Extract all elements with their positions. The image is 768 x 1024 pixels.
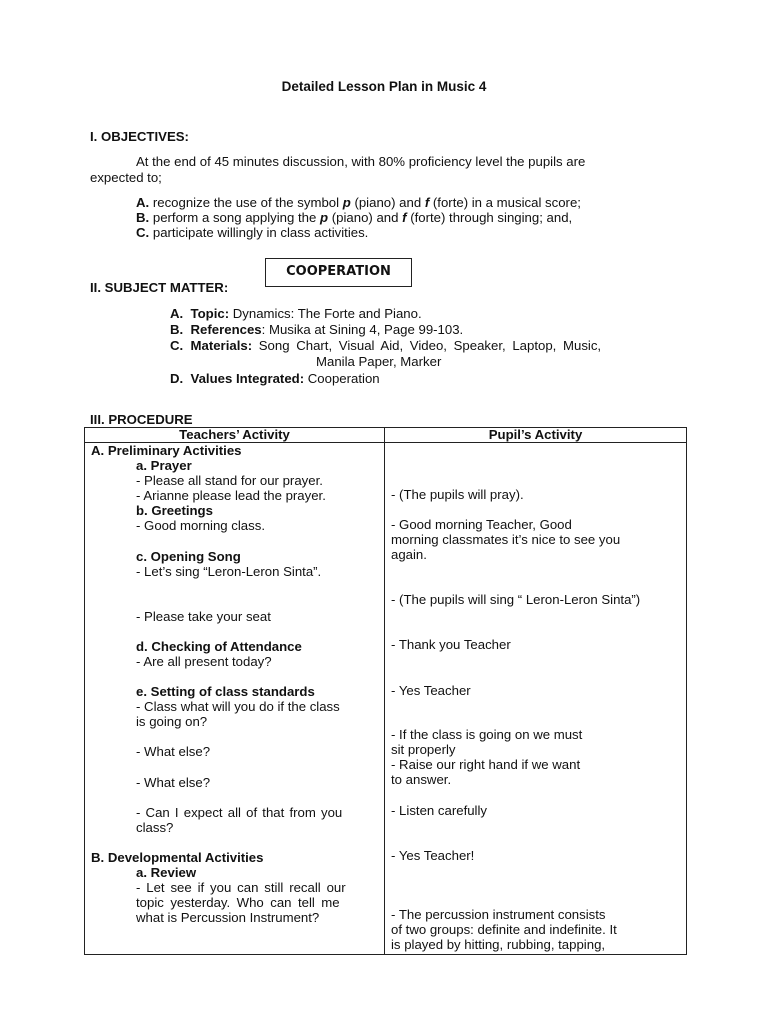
pupil-line: - If the class is going on we must xyxy=(391,727,583,742)
procedure-table xyxy=(84,427,687,955)
pupil-line: of two groups: definite and indefinite. It xyxy=(391,922,617,937)
teacher-line: - What else? xyxy=(136,775,211,790)
pupil-line: to answer. xyxy=(391,772,452,787)
pupil-line: sit properly xyxy=(391,742,456,757)
teacher-line: topic yesterday. Who can tell me xyxy=(136,895,340,910)
objective-item-b: B. perform a song applying the p (piano) and f (forte) through singing; and, xyxy=(136,210,573,225)
review-heading: a. Review xyxy=(136,865,197,880)
objective-item-c: C. participate willingly in class activities. xyxy=(136,225,369,240)
objectives-intro-line1: At the end of 45 minutes discussion, with 80% proficiency level the pupils are xyxy=(136,154,586,169)
teacher-line: - What else? xyxy=(136,744,211,759)
document-title: Detailed Lesson Plan in Music 4 xyxy=(281,79,487,94)
preliminary-heading: A. Preliminary Activities xyxy=(91,443,242,458)
pupil-line: - The percussion instrument consists xyxy=(391,907,606,922)
teacher-line: - Class what will you do if the class xyxy=(136,699,340,714)
teacher-line: - Let see if you can still recall our xyxy=(136,880,346,895)
subject-item-materials: C. Materials: Song Chart, Visual Aid, Video, Speaker, Laptop, Music, xyxy=(170,338,602,353)
pupil-line: - Thank you Teacher xyxy=(391,637,511,652)
procedure-heading: III. PROCEDURE xyxy=(90,412,193,427)
column-header-teacher: Teachers’ Activity xyxy=(85,428,385,443)
value-box: COOPERATION xyxy=(265,258,412,287)
pupil-line: - Good morning Teacher, Good xyxy=(391,517,572,532)
objectives-heading: I. OBJECTIVES: xyxy=(90,129,189,144)
teacher-line: - Arianne please lead the prayer. xyxy=(136,488,326,503)
subject-item-topic: A. Topic: Dynamics: The Forte and Piano. xyxy=(170,306,422,321)
teacher-line: - Good morning class. xyxy=(136,518,265,533)
pupil-line: - Yes Teacher xyxy=(391,683,471,698)
teacher-line: what is Percussion Instrument? xyxy=(136,910,320,925)
pupil-line: - Listen carefully xyxy=(391,803,488,818)
teacher-activity-cell xyxy=(85,443,384,954)
teacher-line: - Can I expect all of that from you xyxy=(136,805,343,820)
standards-heading: e. Setting of class standards xyxy=(136,684,315,699)
opening-song-heading: c. Opening Song xyxy=(136,549,241,564)
teacher-line: - Please all stand for our prayer. xyxy=(136,473,323,488)
prayer-heading: a. Prayer xyxy=(136,458,192,473)
pupil-line: - (The pupils will pray). xyxy=(391,487,524,502)
teacher-line: - Are all present today? xyxy=(136,654,272,669)
pupil-line: - Raise our right hand if we want xyxy=(391,757,581,772)
pupil-line: - (The pupils will sing “ Leron-Leron Sinta”) xyxy=(391,592,641,607)
pupil-line: again. xyxy=(391,547,427,562)
attendance-heading: d. Checking of Attendance xyxy=(136,639,302,654)
teacher-line: - Let’s sing “Leron-Leron Sinta”. xyxy=(136,564,322,579)
subject-matter-heading: II. SUBJECT MATTER: xyxy=(90,280,229,295)
subject-item-references: B. References: Musika at Sining 4, Page 99-103. xyxy=(170,322,464,337)
column-header-pupil: Pupil’s Activity xyxy=(385,428,687,443)
greetings-heading: b. Greetings xyxy=(136,503,213,518)
teacher-line: - Please take your seat xyxy=(136,609,271,624)
teacher-line: class? xyxy=(136,820,174,835)
developmental-heading: B. Developmental Activities xyxy=(91,850,264,865)
objective-item-a: A. recognize the use of the symbol p (piano) and f (forte) in a musical score; xyxy=(136,195,581,210)
subject-item-materials-cont: Manila Paper, Marker xyxy=(316,354,442,369)
teacher-line: is going on? xyxy=(136,714,208,729)
objectives-intro-line2: expected to; xyxy=(90,170,162,185)
pupil-line: morning classmates it’s nice to see you xyxy=(391,532,621,547)
pupil-line: is played by hitting, rubbing, tapping, xyxy=(391,937,606,952)
subject-item-values: D. Values Integrated: Cooperation xyxy=(170,371,380,386)
pupil-line: - Yes Teacher! xyxy=(391,848,475,863)
pupil-activity-cell xyxy=(385,443,686,954)
